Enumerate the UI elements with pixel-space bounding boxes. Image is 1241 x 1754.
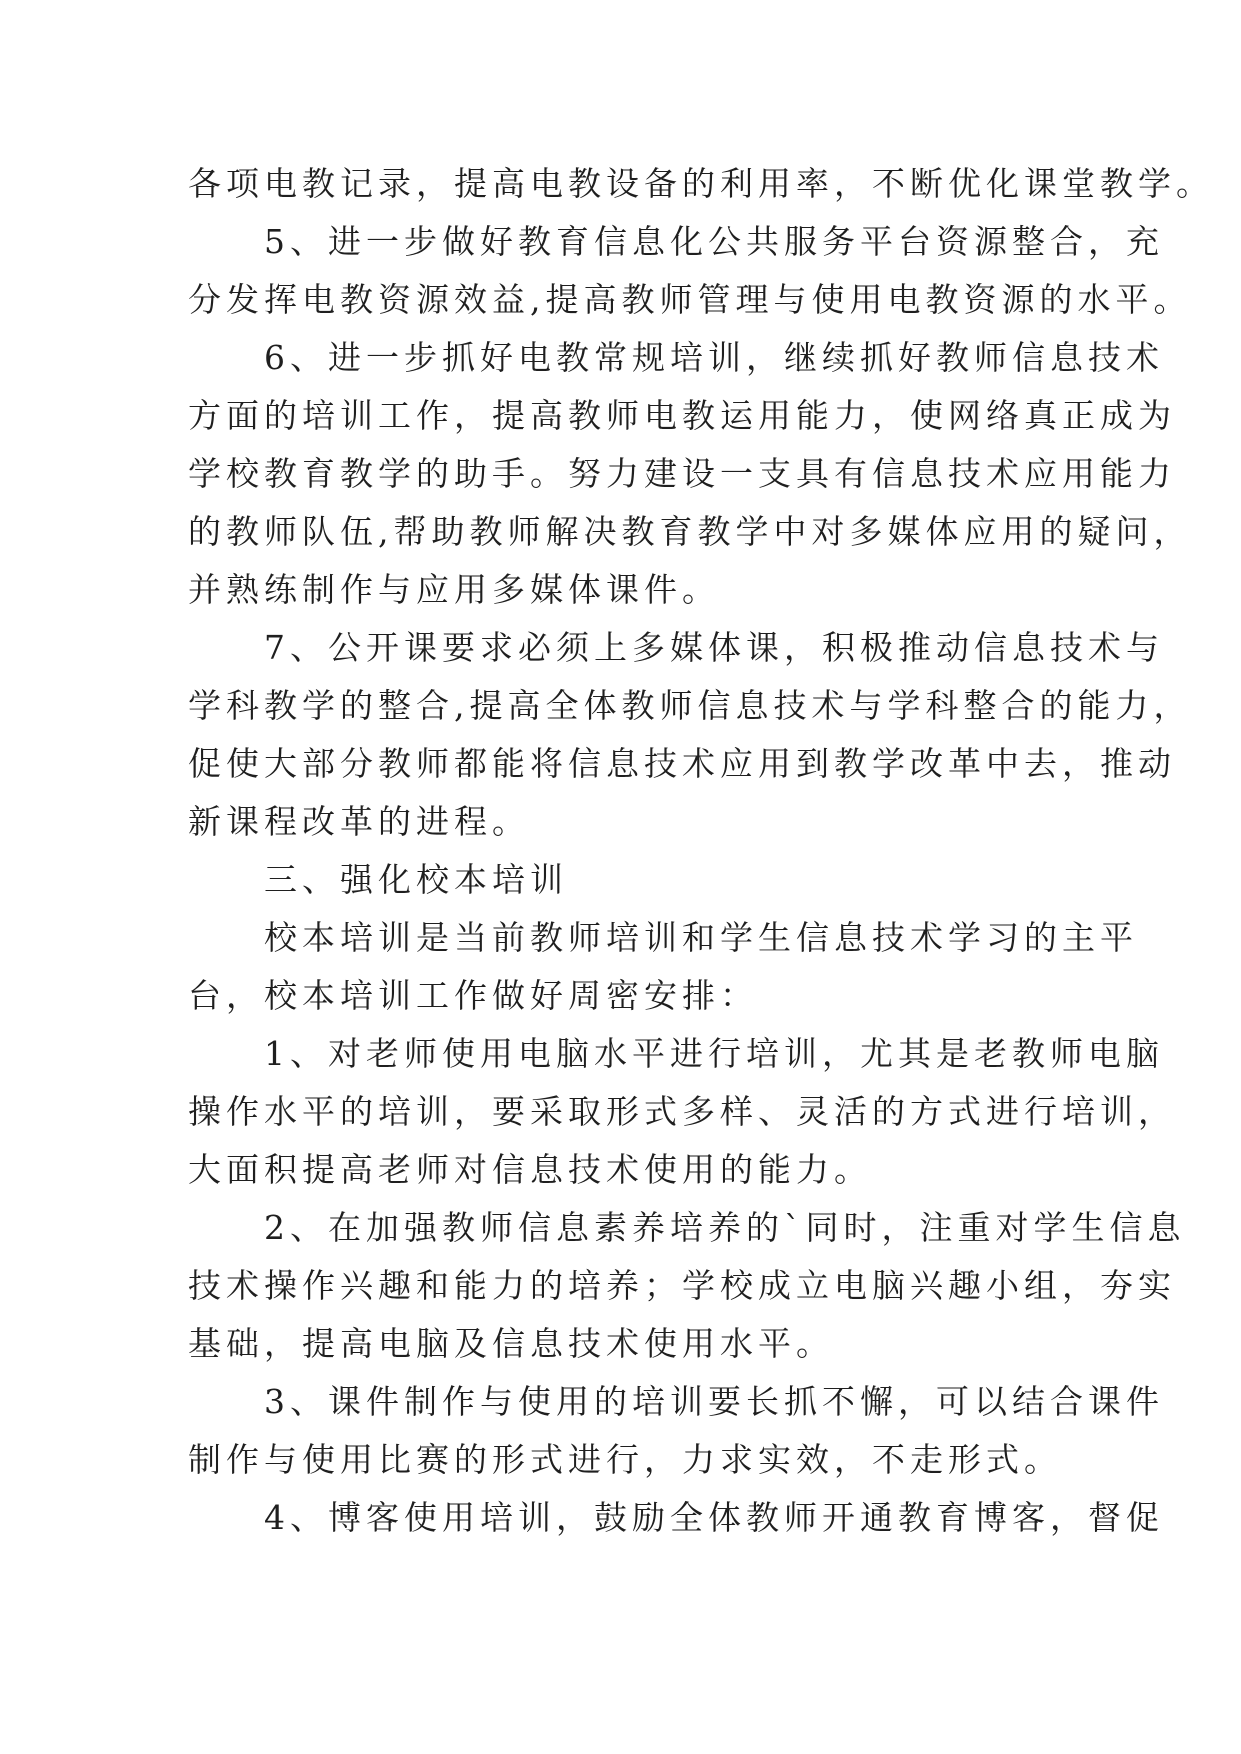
text-line: 操作水平的培训，要采取形式多样、灵活的方式进行培训， <box>188 1092 1176 1131</box>
text-line: 1、对老师使用电脑水平进行培训，尤其是老教师电脑 <box>188 1034 1164 1073</box>
text-line: 6、进一步抓好电教常规培训，继续抓好教师信息技术 <box>188 338 1164 377</box>
text-line: 分发挥电教资源效益,提高教师管理与使用电教资源的水平。 <box>188 280 1192 319</box>
text-line: 3、课件制作与使用的培训要长抓不懈，可以结合课件 <box>188 1382 1164 1421</box>
text-line: 校本培训是当前教师培训和学生信息技术学习的主平 <box>188 918 1138 957</box>
text-line: 技术操作兴趣和能力的培养；学校成立电脑兴趣小组，夯实 <box>188 1266 1176 1305</box>
text-line: 促使大部分教师都能将信息技术应用到教学改革中去，推动 <box>188 744 1176 783</box>
text-line: 2、在加强教师信息素养培养的`同时，注重对学生信息 <box>188 1208 1186 1247</box>
text-line: 制作与使用比赛的形式进行，力求实效，不走形式。 <box>188 1440 1062 1479</box>
text-line: 7、公开课要求必须上多媒体课，积极推动信息技术与 <box>188 628 1164 667</box>
text-line: 基础，提高电脑及信息技术使用水平。 <box>188 1324 834 1363</box>
text-line: 4、博客使用培训，鼓励全体教师开通教育博客，督促 <box>188 1498 1164 1537</box>
text-line: 新课程改革的进程。 <box>188 802 530 841</box>
text-line: 5、进一步做好教育信息化公共服务平台资源整合，充 <box>188 222 1164 261</box>
text-line: 学科教学的整合,提高全体教师信息技术与学科整合的能力， <box>188 686 1192 725</box>
text-line: 大面积提高老师对信息技术使用的能力。 <box>188 1150 872 1189</box>
text-line: 的教师队伍,帮助教师解决教育教学中对多媒体应用的疑问， <box>188 512 1192 551</box>
text-line: 方面的培训工作，提高教师电教运用能力，使网络真正成为 <box>188 396 1176 435</box>
section-heading: 三、强化校本培训 <box>188 860 568 899</box>
text-line: 各项电教记录，提高电教设备的利用率，不断优化课堂教学。 <box>188 164 1214 203</box>
text-line: 学校教育教学的助手。努力建设一支具有信息技术应用能力 <box>188 454 1176 493</box>
text-line: 并熟练制作与应用多媒体课件。 <box>188 570 720 609</box>
text-line: 台，校本培训工作做好周密安排： <box>188 976 758 1015</box>
